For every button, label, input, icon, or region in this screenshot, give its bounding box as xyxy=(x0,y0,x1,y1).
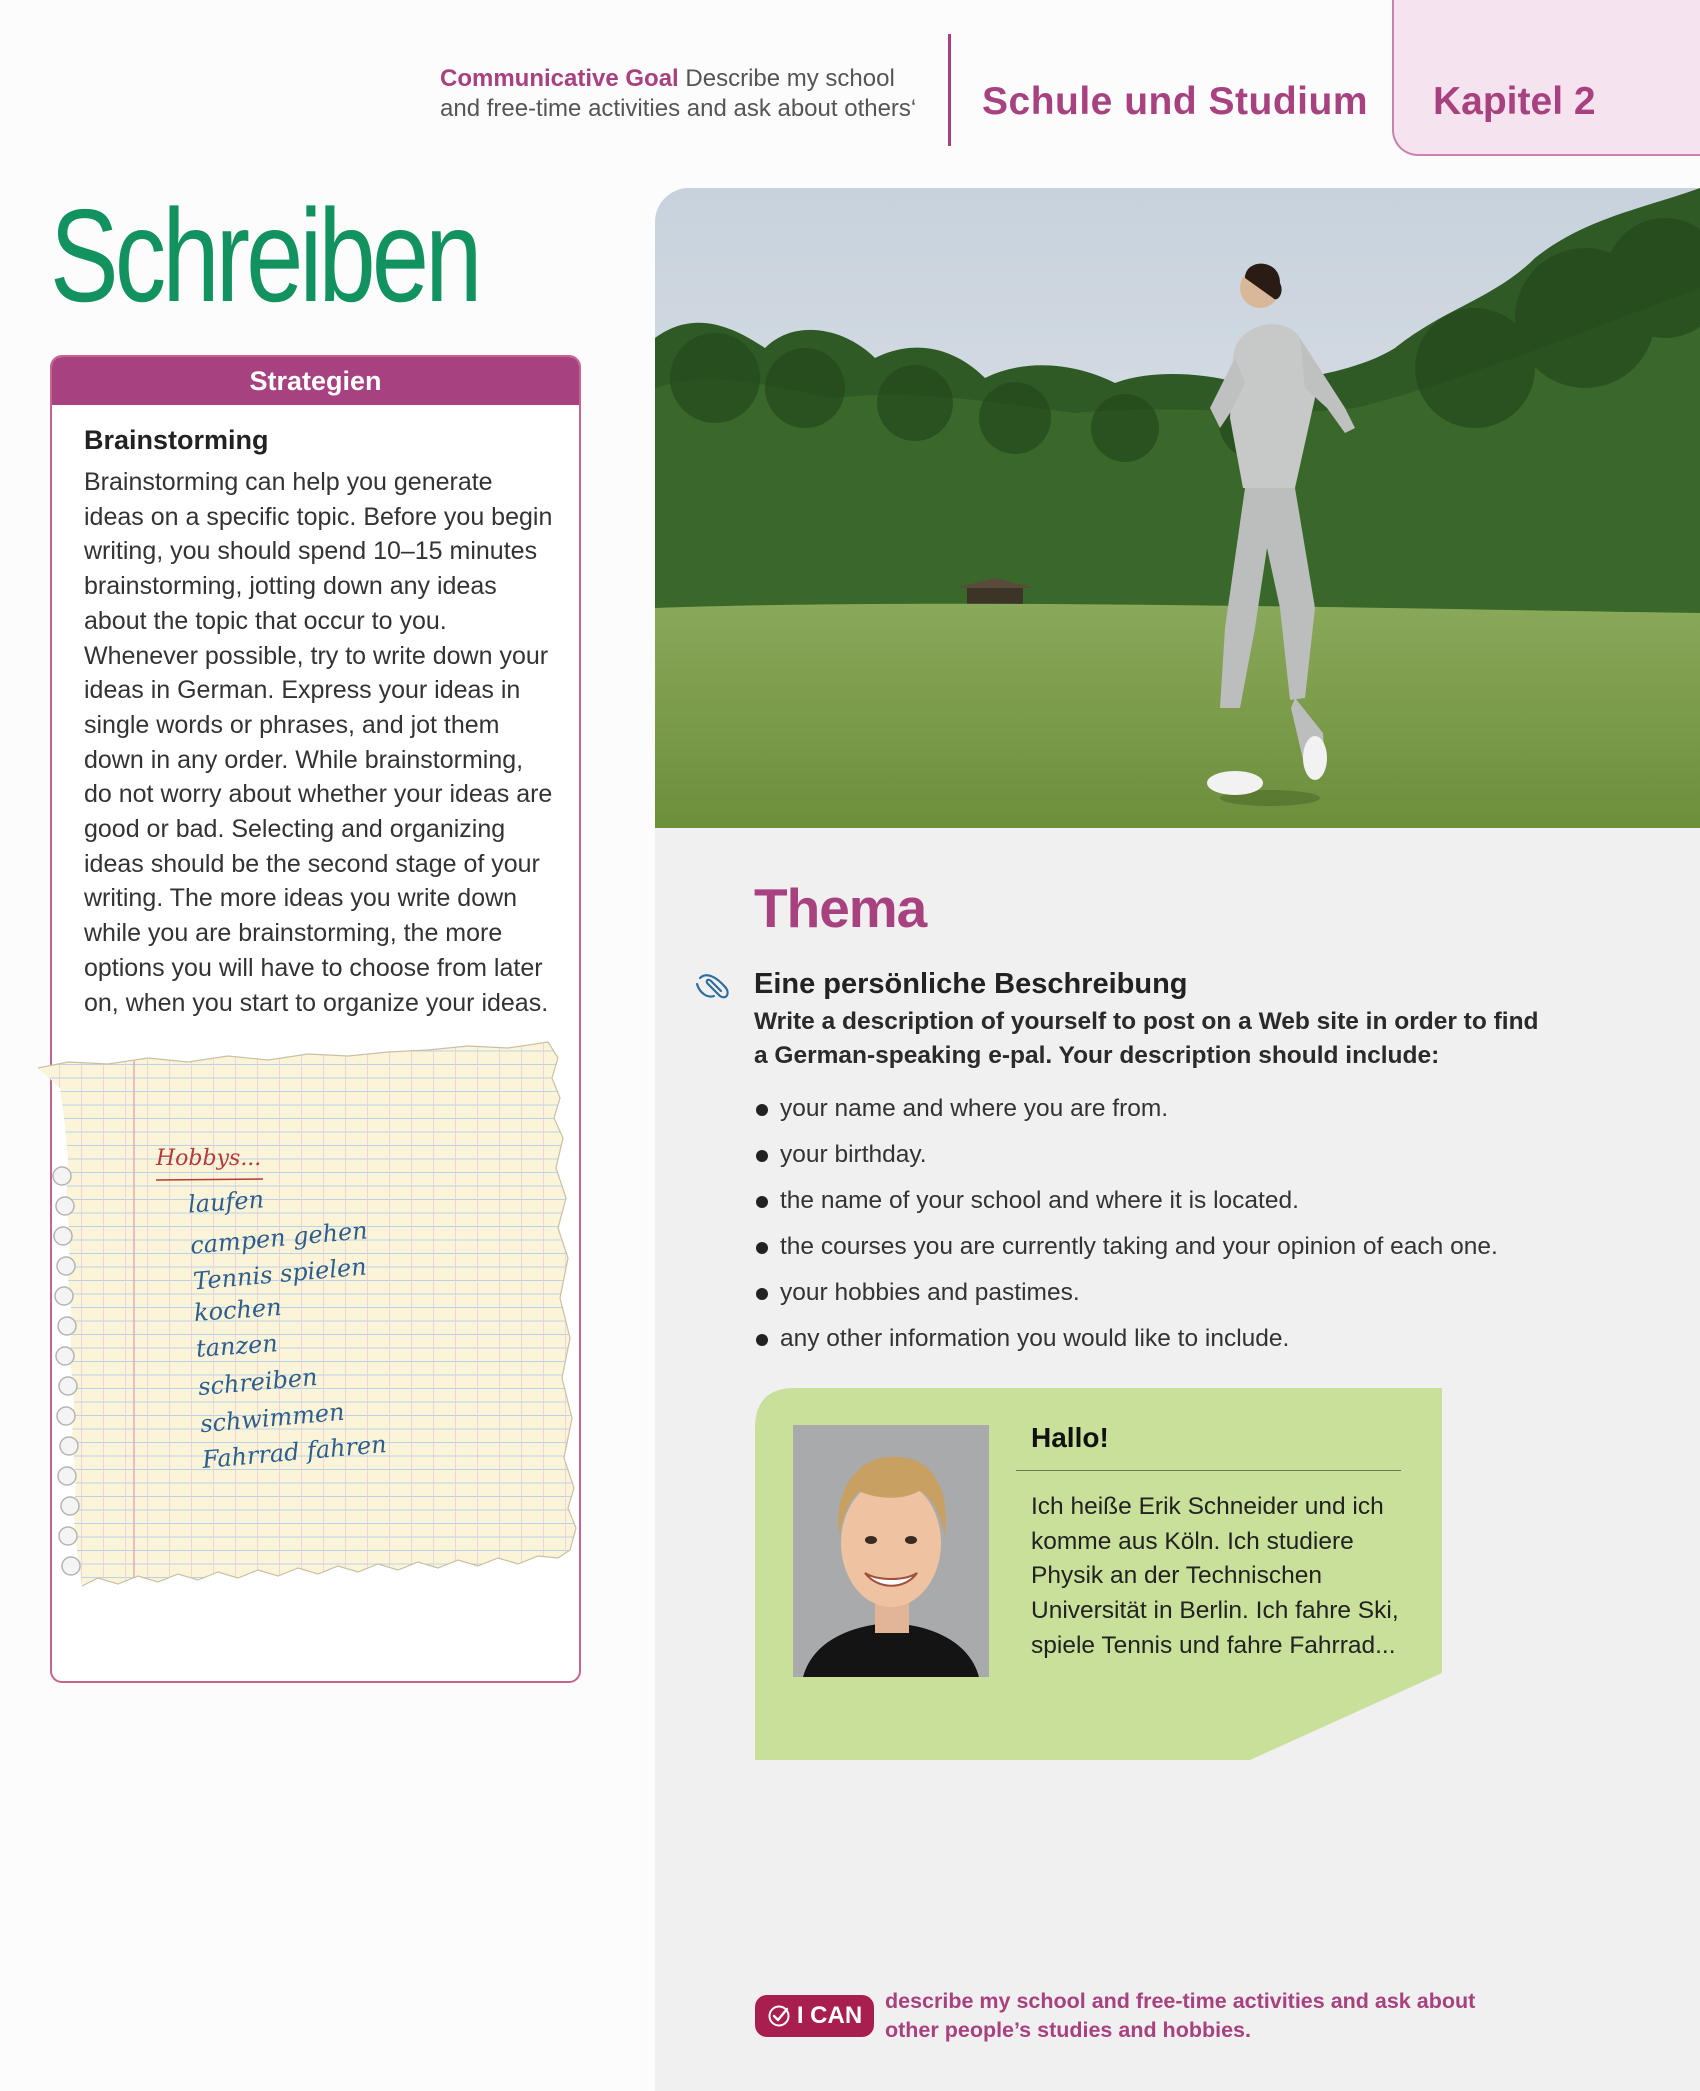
notebook-item: tanzen xyxy=(195,1329,279,1363)
example-divider xyxy=(1016,1470,1401,1471)
strategy-text: Brainstorming can help you generate ideas on a specific topic. Before you begin writing, you should spend 10–15 minutes brainstorming, jotting down any ideas about the topic that occur to you. Whenever possible, try to write down your ideas in German. Express your ideas in single words or phrases, and jot them down in any order. While brainstorming, do not worry about whether your ideas are good or bad. Selecting and organizing ideas should be the second stage of your writing. The more ideas you write down while you are brainstorming, the more options you will have to choose from later on, when you start to organize your ideas. xyxy=(84,468,553,1017)
notebook-paper-graphic xyxy=(38,1038,583,1628)
example-text: Ich heiße Erik Schneider und ich komme aus Köln. Ich studiere Physik an der Technischen Universität in Berlin. Ich fahre Ski, spiele Tennis und fahre Fahrrad... xyxy=(1031,1493,1399,1659)
bullet-item: the courses you are currently taking and your opinion of each one. xyxy=(756,1224,1498,1270)
bullet-item: your hobbies and pastimes. xyxy=(756,1270,1498,1316)
checkmark-icon xyxy=(767,2004,791,2028)
thema-subtitle: Eine persönliche Beschreibung xyxy=(754,968,1188,1000)
thema-title: Thema xyxy=(754,877,927,939)
notebook-paper xyxy=(38,1038,583,1628)
ican-text: describe my school and free-time activities and ask about other people’s studies and hobbies. xyxy=(885,1989,1476,2042)
notebook-item: schwimmen xyxy=(199,1397,346,1439)
chapter-tab xyxy=(1392,0,1700,156)
notebook-item: Tennis spielen xyxy=(192,1252,368,1296)
bullet-item: your birthday. xyxy=(756,1132,1498,1178)
section-title: Schreiben xyxy=(50,182,479,329)
portrait-graphic xyxy=(793,1425,989,1677)
portrait-photo xyxy=(793,1425,989,1677)
goal-label: Communicative Goal xyxy=(440,65,679,92)
thema-instructions: Write a description of yourself to post on a Web site in order to find a German-speaking e-pal. Your description should include: xyxy=(754,1008,1539,1069)
example-title: Hallo! xyxy=(1031,1422,1109,1453)
paperclip-icon xyxy=(694,970,734,1002)
goal-text: Describe my school and free-time activities and ask about others‘ xyxy=(440,65,917,122)
notebook-item: schreiben xyxy=(197,1362,319,1402)
strategy-heading: Brainstorming xyxy=(84,425,269,455)
ican-badge xyxy=(755,1995,874,2037)
bullet-item: your name and where you are from. xyxy=(756,1086,1498,1132)
notebook-item: kochen xyxy=(193,1292,283,1328)
header-divider xyxy=(948,34,951,146)
bullet-item: the name of your school and where it is located. xyxy=(756,1178,1498,1224)
chapter-title: Schule und Studium xyxy=(982,80,1368,123)
chapter-number: Kapitel 2 xyxy=(1433,80,1596,123)
strategy-box-title: Strategien xyxy=(52,357,579,405)
bullet-item: any other information you would like to include. xyxy=(756,1316,1498,1362)
notebook-title: Hobbys... xyxy=(156,1146,262,1171)
notebook-item: Fahrrad fahren xyxy=(201,1429,388,1475)
jogging-woman-photo xyxy=(655,188,1700,828)
notebook-item: campen gehen xyxy=(189,1216,369,1260)
ican-label: I CAN xyxy=(796,2002,863,2029)
notebook-item: laufen xyxy=(187,1185,265,1219)
communicative-goal xyxy=(440,64,920,124)
thema-bullet-list xyxy=(756,1086,1498,1362)
